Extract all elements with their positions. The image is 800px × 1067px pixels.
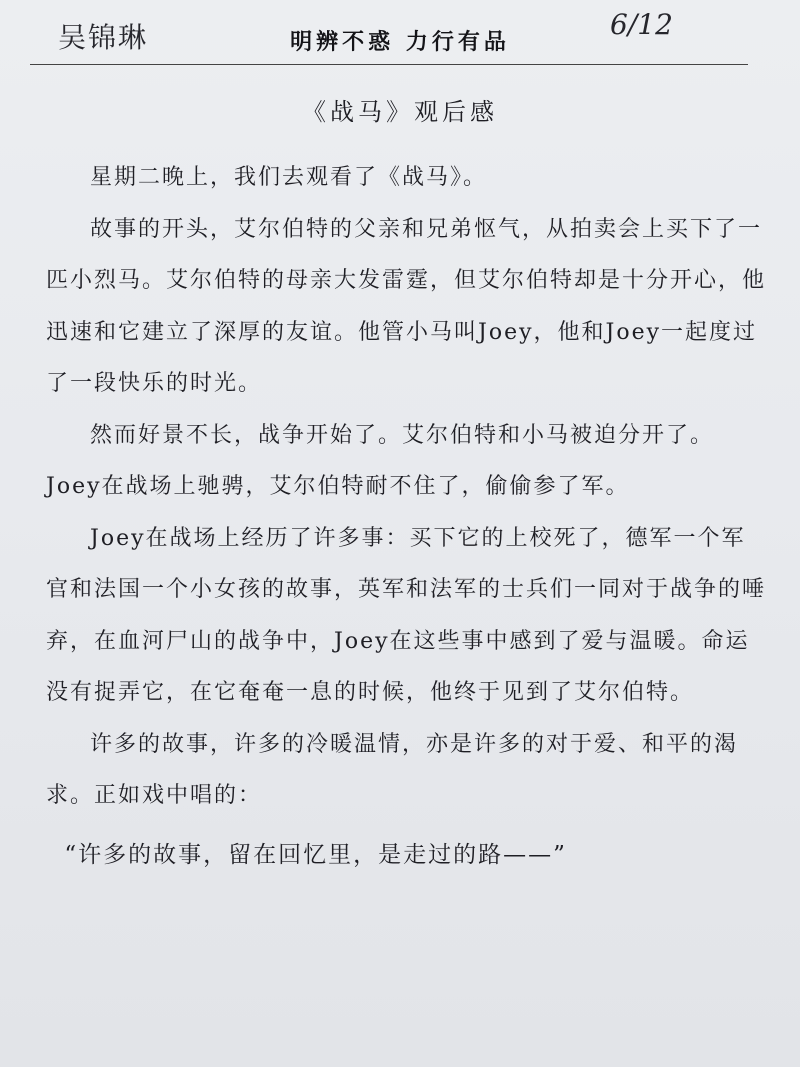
paragraph-4: Joey在战场上经历了许多事：买下它的上校死了，德军一个军官和法国一个小女孩的故事，英军和法军的士兵们一同对于战争的唾弃，在血河尸山的战争中，Joey在这些事中感到了爱与温暖。命运没有捉弄它，在它奄奄一息的时候，他终于见到了艾尔伯特。	[46, 525, 767, 705]
header-rule	[30, 64, 748, 65]
paragraph-3: 然而好景不长，战争开始了。艾尔伯特和小马被迫分开了。Joey在战场上驰骋，艾尔伯特耐不住了，偷偷参了军。	[46, 422, 715, 499]
essay-title: 《战马》观后感	[302, 98, 498, 126]
author-name: 吴锦琳	[58, 21, 149, 54]
school-motto: 明辨不惑 力行有品	[290, 30, 510, 55]
quote-line: “许多的故事，留在回忆里，是走过的路——”	[64, 841, 567, 868]
paragraph-5: 许多的故事，许多的冷暖温情，亦是许多的对于爱、和平的渴求。正如戏中唱的：	[46, 731, 739, 808]
essay-body	[46, 152, 766, 881]
paragraph-1: 星期二晚上，我们去观看了《战马》。	[90, 165, 488, 190]
page-header	[0, 0, 800, 70]
paragraph-2: 故事的开头，艾尔伯特的父亲和兄弟怄气，从拍卖会上买下了一匹小烈马。艾尔伯特的母亲大发雷霆，但艾尔伯特却是十分开心，他迅速和它建立了深厚的友谊。他管小马叫Joey，他和Joey一起度过了一段快乐的时光。	[46, 216, 767, 396]
date-mark: 6/12	[610, 8, 673, 41]
